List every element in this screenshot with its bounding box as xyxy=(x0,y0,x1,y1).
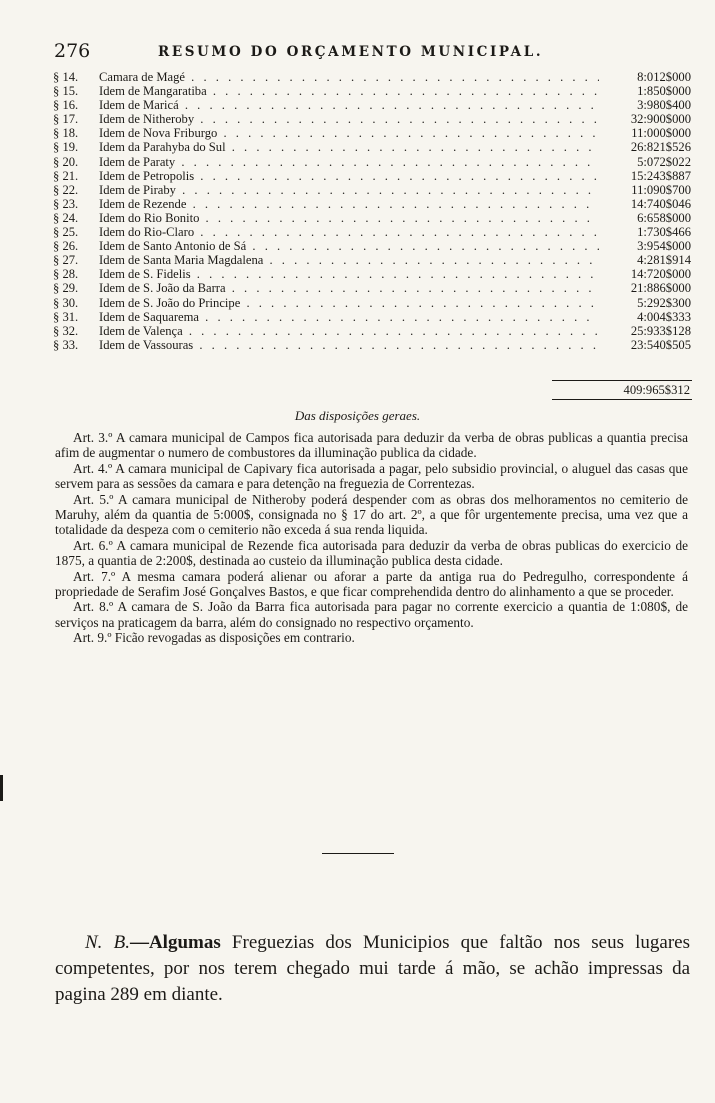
budget-row-name: Idem de Rezende . . . xyxy=(99,197,599,211)
budget-row-section: § 18. xyxy=(53,126,79,141)
budget-row xyxy=(53,324,693,338)
budget-row-name: Idem de Paraty . . . xyxy=(99,155,599,169)
budget-row xyxy=(53,155,693,169)
budget-row-section: § 26. xyxy=(53,239,79,254)
budget-row-section: § 23. xyxy=(53,196,79,211)
budget-row xyxy=(53,126,693,140)
section-subheading: Das disposições geraes. xyxy=(294,408,421,423)
budget-row-section: § 31. xyxy=(53,309,79,324)
budget-row-section: § 25. xyxy=(53,225,79,240)
budget-row xyxy=(53,197,693,211)
budget-row xyxy=(53,281,693,295)
budget-row-amount: 14:740$046 xyxy=(627,197,691,211)
budget-row-amount: 1:730$466 xyxy=(633,225,691,239)
budget-row-name: Idem do Rio-Claro . . . xyxy=(99,225,599,239)
budget-row xyxy=(53,239,693,253)
article-paragraph: Art. 8.º A camara de S. João da Barra fica autorisada para pagar no corrente exercicio a quantia de 1:080$, de serviços na praticagem da barra, além do consignado no respectivo orçamento. xyxy=(55,599,688,630)
budget-row-amount: 14:720$000 xyxy=(627,267,691,281)
article-paragraph: Art. 9.º Ficão revogadas as disposições em contrario. xyxy=(73,630,355,646)
budget-row-amount: 15:243$887 xyxy=(627,169,691,183)
budget-row-amount: 1:850$000 xyxy=(633,84,691,98)
budget-row-section: § 22. xyxy=(53,182,79,197)
budget-row-amount: 23:540$505 xyxy=(627,338,691,352)
margin-mark xyxy=(0,775,3,801)
budget-row-section: § 27. xyxy=(53,253,79,268)
budget-row xyxy=(53,267,693,281)
budget-row-name: Idem de Piraby . . . xyxy=(99,183,599,197)
budget-row-name: Idem de Saquarema . . . xyxy=(99,310,599,324)
budget-row-name: Idem de Santo Antonio de Sá . . . xyxy=(99,239,599,253)
budget-total: 409:965$312 xyxy=(623,383,690,397)
budget-row-section: § 29. xyxy=(53,281,79,296)
budget-row-name: Idem de Nova Friburgo . . . xyxy=(99,126,599,140)
budget-row-name: Idem da Parahyba do Sul . . . xyxy=(99,140,599,154)
budget-row-section: § 15. xyxy=(53,84,79,99)
page-number: 276 xyxy=(54,40,91,62)
budget-row-amount: 5:292$300 xyxy=(633,296,691,310)
budget-row-amount: 32:900$000 xyxy=(627,112,691,126)
budget-row-amount: 3:980$400 xyxy=(633,98,691,112)
budget-row xyxy=(53,70,693,84)
budget-row-name: Idem de Maricá . . . xyxy=(99,98,599,112)
budget-row-amount: 11:090$700 xyxy=(627,183,691,197)
budget-row xyxy=(53,169,693,183)
nb-lead: —Algumas xyxy=(129,932,221,953)
budget-row-amount: 4:281$914 xyxy=(633,253,691,267)
budget-row-name: Idem do Rio Bonito . . . xyxy=(99,211,599,225)
budget-row-amount: 4:004$333 xyxy=(633,310,691,324)
budget-row-amount: 3:954$000 xyxy=(633,239,691,253)
budget-row xyxy=(53,296,693,310)
budget-row-name: Idem de Valença . . . xyxy=(99,324,599,338)
budget-row-name: Camara de Magé . . . xyxy=(99,70,599,84)
budget-row-section: § 33. xyxy=(53,337,79,352)
budget-row-name: Idem de S. Fidelis . . . xyxy=(99,267,599,281)
budget-row-amount: 5:072$022 xyxy=(633,155,691,169)
nb-text: Freguezias dos Municipios que faltão nos seus lugares competentes, por nos terem chegado mui tarde á mão, se achão impressas da pagina 289 em diante. xyxy=(55,932,691,1005)
budget-row-section: § 17. xyxy=(53,112,79,127)
article-paragraph: Art. 7.º A mesma camara poderá alienar ou aforar a parte da antiga rua do Pedregulho, correspondente á propriedade de Serafim José Gonçalves Bastos, e que ficar comprehendida dentro do alinhamento a que se proceder. xyxy=(55,568,688,600)
budget-row-section: § 24. xyxy=(53,210,79,225)
budget-list xyxy=(53,70,693,352)
articles-block xyxy=(55,430,688,646)
footnote-nb xyxy=(55,930,690,1008)
budget-row xyxy=(53,253,693,267)
budget-row xyxy=(53,211,693,225)
budget-row-section: § 14. xyxy=(53,70,79,84)
budget-row-name: Idem de S. João da Barra . . . xyxy=(99,281,599,295)
budget-row-name: Idem de Mangaratiba . . . xyxy=(99,84,599,98)
budget-row-amount: 21:886$000 xyxy=(627,281,691,295)
budget-row-amount: 8:012$000 xyxy=(633,70,691,84)
page-header xyxy=(54,40,694,66)
budget-row-section: § 20. xyxy=(53,154,79,169)
budget-row xyxy=(53,84,693,98)
total-rule-bottom xyxy=(552,399,692,400)
budget-row xyxy=(53,112,693,126)
nb-label: N. B. xyxy=(85,932,130,953)
budget-row-name: Idem de Vassouras . . . xyxy=(99,338,599,352)
budget-row xyxy=(53,183,693,197)
budget-row-amount: 26:821$526 xyxy=(627,140,691,154)
total-rule-top xyxy=(552,380,692,381)
separator-rule xyxy=(322,853,394,854)
budget-row xyxy=(53,140,693,154)
article-paragraph: Art. 4.º A camara municipal de Capivary fica autorisada a pagar, pelo subsidio provincial, o aluguel das casas que servem para as sessões da camara e para detenção na freguezia de Correntezas. xyxy=(55,460,688,492)
budget-row-name: Idem de Petropolis . . . xyxy=(99,169,599,183)
budget-row-section: § 16. xyxy=(53,98,79,113)
budget-row xyxy=(53,338,693,352)
budget-row-section: § 28. xyxy=(53,267,79,282)
article-paragraph: Art. 5.º A camara municipal de Nitheroby poderá despender com as obras dos melhoramentos no cemiterio de Maruhy, além da quantia de 5:000$, consignada no § 17 do art. 2º, a que fôr urgentemente precisa, uma vez que a totalidade da despeza com o cemiterio não exceda á sua renda liquida. xyxy=(55,491,688,538)
budget-row xyxy=(53,310,693,324)
budget-row-amount: 25:933$128 xyxy=(627,324,691,338)
budget-row xyxy=(53,225,693,239)
running-title: RESUMO DO ORÇAMENTO MUNICIPAL. xyxy=(158,44,544,60)
article-paragraph: Art. 3.º A camara municipal de Campos fica autorisada para deduzir da verba de obras publicas a quantia precisa afim de augmentar o numero de combustores da illuminação publica da cidade. xyxy=(55,430,688,461)
article-paragraph: Art. 6.º A camara municipal de Rezende fica autorisada para deduzir da verba de obras publicas do exercicio de 1875, a quantia de 2:200$, destinada ao custeio da illuminação publica desta cidade. xyxy=(55,537,688,569)
budget-row-section: § 21. xyxy=(53,168,79,183)
budget-row-section: § 19. xyxy=(53,140,79,155)
budget-row-amount: 6:658$000 xyxy=(633,211,691,225)
budget-row xyxy=(53,98,693,112)
budget-row-section: § 32. xyxy=(53,323,79,338)
budget-row-section: § 30. xyxy=(53,295,79,310)
budget-row-amount: 11:000$000 xyxy=(627,126,691,140)
budget-row-name: Idem de S. João do Principe . . . xyxy=(99,296,599,310)
budget-row-name: Idem de Santa Maria Magdalena . . . xyxy=(99,253,599,267)
budget-row-name: Idem de Nitheroby . . . xyxy=(99,112,599,126)
